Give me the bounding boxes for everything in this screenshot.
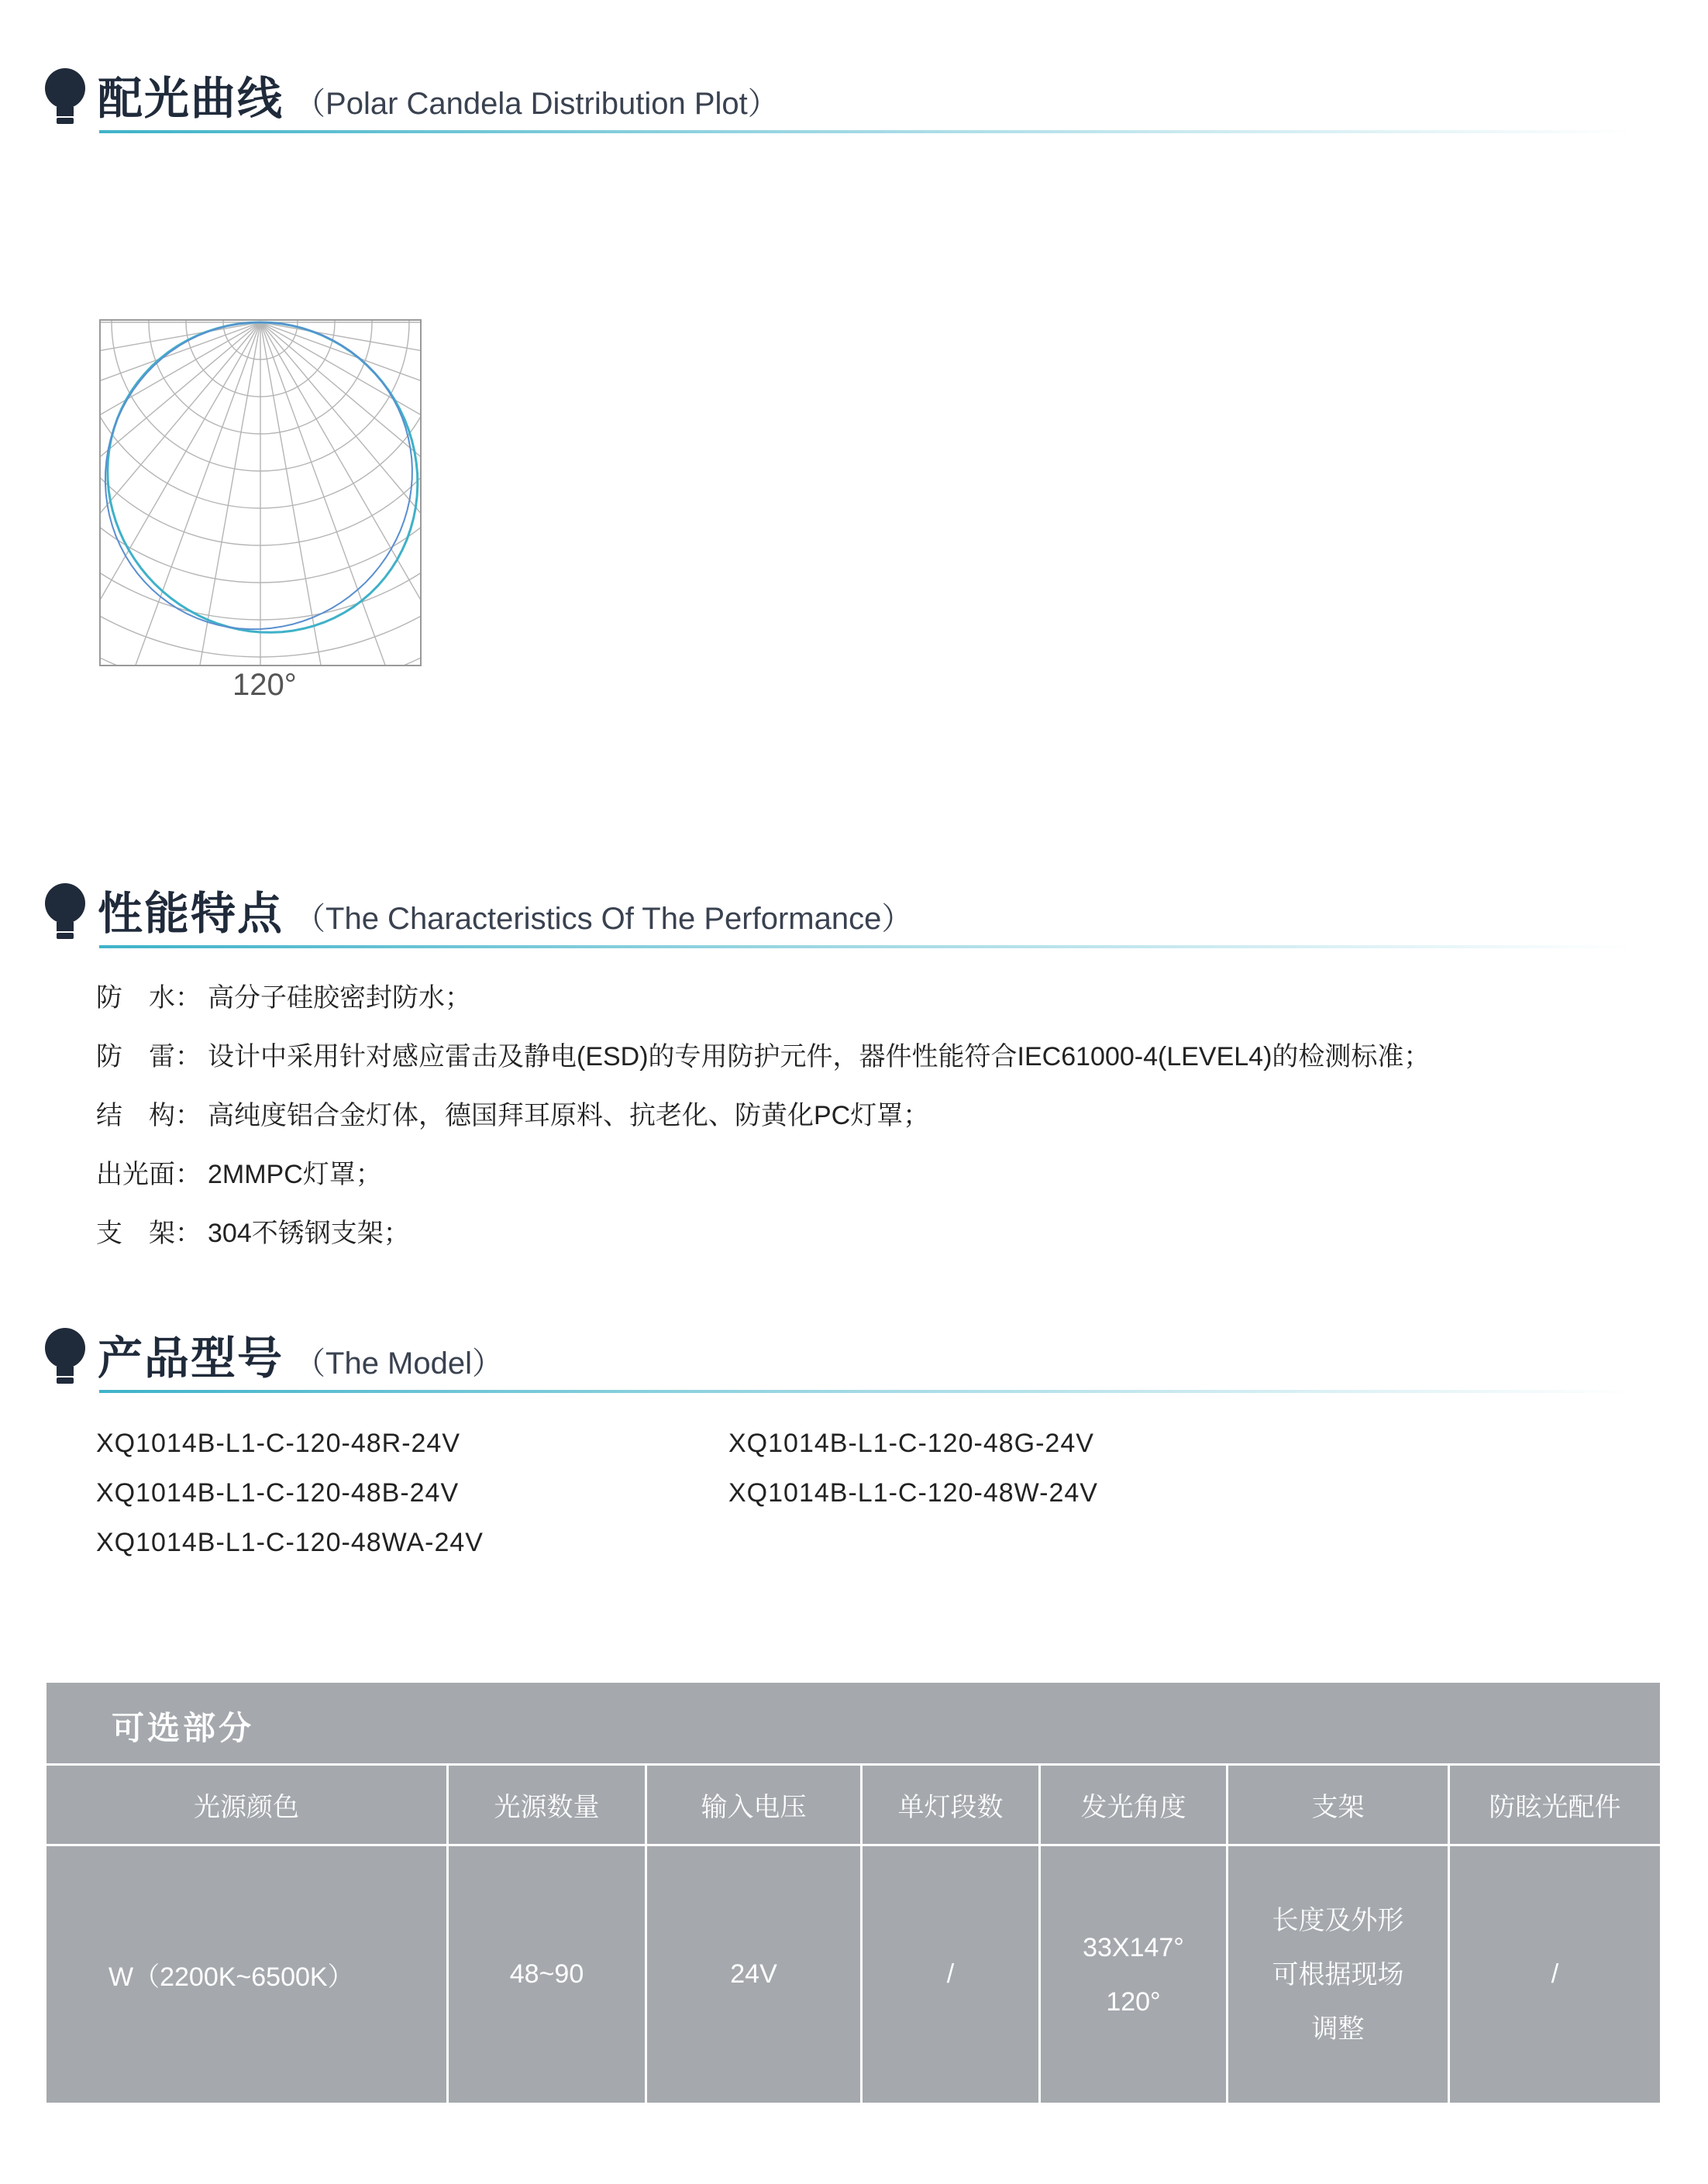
bulb-icon (43, 68, 87, 127)
model-number: XQ1014B-L1-C-120-48B-24V (96, 1478, 460, 1508)
cell-text: 120° (1106, 1986, 1161, 2017)
polar-plot-svg (99, 319, 422, 666)
section-title-en: （The Model） (294, 1347, 503, 1381)
table-header: 发光角度 (1080, 1793, 1186, 1822)
section-title-en: （The Characteristics Of The Performance） (294, 902, 913, 936)
feature-text: 304不锈钢支架； (208, 1219, 410, 1248)
polar-grid-spoke (260, 322, 381, 666)
section-title-cn: 性能特点 (98, 889, 284, 939)
feature-item (96, 1094, 929, 1132)
model-number: XQ1014B-L1-C-120-48G-24V (728, 1429, 1094, 1458)
polar-grid-spoke (99, 322, 260, 666)
section-header-features (43, 877, 1632, 962)
feature-item (96, 1212, 410, 1250)
bulb-icon (43, 883, 87, 942)
table-header: 输入电压 (701, 1793, 807, 1822)
polar-grid-spoke (99, 322, 260, 561)
feature-label: 结 构： (96, 1101, 201, 1130)
table-header: 光源数量 (494, 1793, 600, 1822)
cell-text: 长度及外形 (1272, 1905, 1404, 1935)
section-title-cn: 产品型号 (98, 1333, 284, 1384)
cell-text: 调整 (1311, 2014, 1365, 2044)
section-header-model (43, 1322, 1632, 1407)
model-number: XQ1014B-L1-C-120-48W-24V (728, 1478, 1098, 1508)
section-header-curve (43, 62, 1632, 147)
polar-grid-spoke (99, 322, 260, 666)
options-table (46, 1683, 1660, 2103)
feature-label: 支 架： (96, 1219, 201, 1248)
beam-angle-label: 120° (232, 668, 297, 702)
feature-text: 高分子硅胶密封防水； (208, 983, 471, 1013)
table-cell-color (46, 1846, 446, 2103)
feature-item (96, 1035, 1430, 1073)
section-divider (99, 945, 1634, 948)
bulb-icon (43, 1328, 87, 1387)
polar-grid-spoke (99, 322, 260, 666)
table-cell-angle (1041, 1846, 1226, 2103)
polar-grid-spoke (139, 322, 260, 666)
feature-text: 高纯度铝合金灯体，德国拜耳原料、抗老化、防黄化PC灯罩； (208, 1101, 930, 1130)
cell-text: W（2200K~6500K） (108, 1962, 354, 1992)
section-title-cn: 配光曲线 (98, 74, 284, 124)
polar-grid-spoke (260, 322, 422, 561)
section-title (98, 877, 912, 942)
section-title-en: （Polar Candela Distribution Plot） (294, 87, 779, 121)
options-table-title: 可选部分 (112, 1710, 255, 1746)
section-divider (99, 130, 1634, 133)
table-cell-segments: / (946, 1959, 955, 1989)
table-header: 支架 (1311, 1793, 1365, 1822)
table-cell-anti-glare: / (1551, 1959, 1559, 1989)
section-divider (99, 1390, 1634, 1393)
polar-candela-plot (99, 319, 422, 666)
table-header: 光源颜色 (194, 1793, 299, 1822)
feature-label: 防 水： (96, 983, 201, 1013)
feature-text: 2MMPC灯罩； (208, 1160, 382, 1189)
section-title (98, 62, 779, 127)
feature-item (96, 976, 471, 1014)
polar-grid-spoke (99, 322, 260, 666)
table-header: 防眩光配件 (1489, 1793, 1621, 1822)
table-cell-voltage: 24V (730, 1959, 777, 1989)
model-number: XQ1014B-L1-C-120-48WA-24V (96, 1528, 484, 1557)
polar-grid-spoke (99, 322, 260, 666)
section-title (98, 1322, 503, 1387)
feature-item (96, 1153, 382, 1191)
cell-text: 33X147° (1083, 1932, 1184, 1962)
table-cell-bracket (1228, 1846, 1448, 2103)
model-number: XQ1014B-L1-C-120-48R-24V (96, 1429, 461, 1458)
table-header: 单灯段数 (897, 1793, 1004, 1822)
feature-label: 出光面： (96, 1160, 201, 1189)
cell-text: 可根据现场 (1272, 1959, 1404, 1990)
feature-label: 防 雷： (96, 1042, 201, 1071)
polar-grid (99, 319, 422, 666)
polar-grid-spoke (99, 322, 260, 443)
table-cell-quantity: 48~90 (509, 1959, 584, 1989)
polar-grid-spoke (260, 322, 422, 443)
feature-text: 设计中采用针对感应雷击及静电(ESD)的专用防护元件，器件性能符合IEC61000-4(LEVEL4)的检测标准； (208, 1042, 1431, 1071)
